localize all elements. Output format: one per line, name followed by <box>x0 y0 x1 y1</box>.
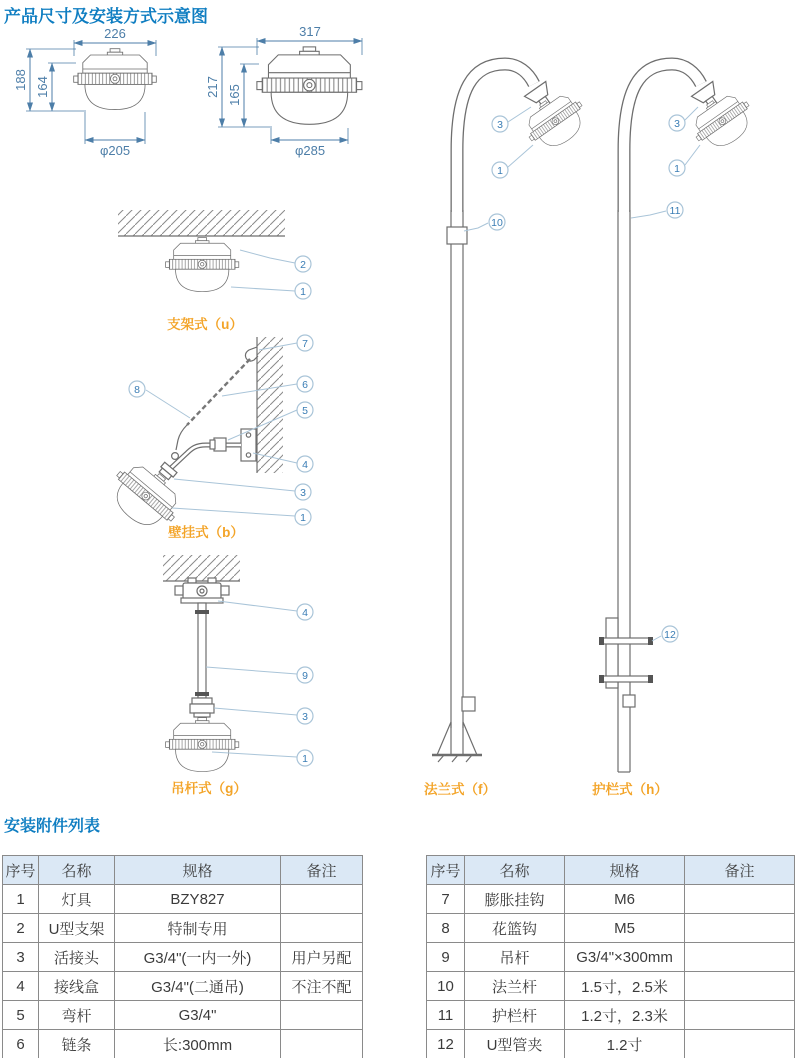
post-cap <box>623 695 635 707</box>
svg-text:1: 1 <box>302 753 308 765</box>
cell-no: 9 <box>427 943 465 972</box>
expansion-hook <box>245 347 258 361</box>
col-header-note: 备注 <box>281 856 363 885</box>
svg-text:1: 1 <box>300 512 306 524</box>
mount-label-pendant: 吊杆式（g） <box>171 781 247 796</box>
cell-spec: 1.5寸，2.5米 <box>565 972 685 1001</box>
pole-coupler <box>447 227 467 244</box>
cell-spec: 1.2寸 <box>565 1030 685 1058</box>
pendant-rod <box>198 603 206 698</box>
col-header-note: 备注 <box>685 856 795 885</box>
cell-name: 灯具 <box>39 885 115 914</box>
bracket-mount-diagram <box>118 210 311 332</box>
svg-text:3: 3 <box>300 487 306 499</box>
mount-label-bracket: 支架式（u） <box>167 317 243 332</box>
chain <box>187 359 250 425</box>
table-row <box>3 972 363 1001</box>
cell-spec: M6 <box>565 885 685 914</box>
callout-4 <box>297 604 313 620</box>
svg-text:1: 1 <box>300 286 306 298</box>
cell-no: 6 <box>3 1030 39 1058</box>
cell-no: 8 <box>427 914 465 943</box>
cell-spec: G3/4"(一内一外) <box>115 943 281 972</box>
dim-small-height-total: 188 <box>13 69 28 91</box>
callout-8 <box>129 381 145 397</box>
cell-no: 4 <box>3 972 39 1001</box>
cell-name: 吊杆 <box>465 943 565 972</box>
pendant-mount-diagram <box>163 555 313 796</box>
accessories-table-left <box>2 855 363 1058</box>
cell-name: 弯杆 <box>39 1001 115 1030</box>
svg-text:8: 8 <box>134 384 140 396</box>
callout-9 <box>297 667 313 683</box>
dimension-view-small <box>13 26 156 158</box>
cell-spec: G3/4" <box>115 1001 281 1030</box>
cell-name: 接线盒 <box>39 972 115 1001</box>
cell-name: 活接头 <box>39 943 115 972</box>
mount-label-wall: 壁挂式（b） <box>168 525 244 540</box>
callout-6 <box>297 376 313 392</box>
table-row <box>427 1030 795 1058</box>
callout-10 <box>489 214 505 230</box>
flange-pole-diagram <box>424 64 594 797</box>
dim-large-width: 317 <box>299 24 321 39</box>
mount-label-guardrail: 护栏式（h） <box>592 782 668 797</box>
table-row <box>3 885 363 914</box>
cell-note <box>685 943 795 972</box>
col-header-spec: 规格 <box>565 856 685 885</box>
cell-name: U型支架 <box>39 914 115 943</box>
svg-text:10: 10 <box>491 217 503 229</box>
ceiling-hatch <box>163 555 240 581</box>
table-row <box>3 943 363 972</box>
dim-small-height-body: 164 <box>35 76 50 98</box>
cell-name: U型管夹 <box>465 1030 565 1058</box>
cell-no: 3 <box>3 943 39 972</box>
col-header-name: 名称 <box>465 856 565 885</box>
svg-text:3: 3 <box>497 119 503 131</box>
table-row <box>3 1030 363 1058</box>
cell-name: 链条 <box>39 1030 115 1058</box>
svg-text:5: 5 <box>302 405 308 417</box>
svg-text:9: 9 <box>302 670 308 682</box>
cell-spec: 特制专用 <box>115 914 281 943</box>
guardrail-pole-diagram <box>592 64 761 797</box>
cell-no: 1 <box>3 885 39 914</box>
cell-no: 10 <box>427 972 465 1001</box>
cell-spec: 1.2寸，2.3米 <box>565 1001 685 1030</box>
callout-1 <box>669 160 685 176</box>
table-row <box>427 885 795 914</box>
cell-spec: M5 <box>565 914 685 943</box>
cell-no: 7 <box>427 885 465 914</box>
cell-note <box>685 914 795 943</box>
wall-mount-diagram <box>102 335 313 540</box>
cell-name: 花篮钩 <box>465 914 565 943</box>
cell-name: 法兰杆 <box>465 972 565 1001</box>
wall-hatch <box>257 337 283 473</box>
cell-name: 膨胀挂钩 <box>465 885 565 914</box>
cell-note <box>281 914 363 943</box>
callout-12 <box>662 626 678 642</box>
u-pipe-clamp <box>599 637 653 645</box>
svg-text:4: 4 <box>302 459 308 471</box>
table-row <box>427 914 795 943</box>
svg-text:11: 11 <box>669 205 681 217</box>
accessories-table-right <box>426 855 795 1058</box>
dim-small-diameter: φ205 <box>99 143 131 158</box>
callout-1 <box>295 283 311 299</box>
cell-spec: G3/4"(二通吊) <box>115 972 281 1001</box>
svg-text:6: 6 <box>302 379 308 391</box>
cell-no: 5 <box>3 1001 39 1030</box>
callout-11 <box>667 202 683 218</box>
svg-text:4: 4 <box>302 607 308 619</box>
cell-spec: 长:300mm <box>115 1030 281 1058</box>
cell-note <box>281 1001 363 1030</box>
svg-text:2: 2 <box>300 259 306 271</box>
dim-large-height-body: 165 <box>227 84 242 106</box>
cell-spec: BZY827 <box>115 885 281 914</box>
svg-text:3: 3 <box>674 118 680 130</box>
table-row <box>427 1001 795 1030</box>
callout-7 <box>297 335 313 351</box>
callout-4 <box>297 456 313 472</box>
pendant-union <box>190 704 214 713</box>
svg-text:1: 1 <box>674 163 680 175</box>
mount-label-flange: 法兰式（f） <box>424 782 496 797</box>
cell-name: 护栏杆 <box>465 1001 565 1030</box>
cell-note <box>281 1030 363 1058</box>
arm-union <box>214 438 226 451</box>
cell-note <box>685 1001 795 1030</box>
col-header-name: 名称 <box>39 856 115 885</box>
cell-spec: G3/4"×300mm <box>565 943 685 972</box>
callout-5 <box>297 402 313 418</box>
cell-no: 2 <box>3 914 39 943</box>
cell-note: 不注不配 <box>281 972 363 1001</box>
turnbuckle-hook <box>176 425 187 450</box>
cell-note <box>685 885 795 914</box>
cell-note: 用户另配 <box>281 943 363 972</box>
cell-note <box>281 885 363 914</box>
cell-no: 11 <box>427 1001 465 1030</box>
col-header-no: 序号 <box>427 856 465 885</box>
callout-3 <box>297 708 313 724</box>
col-header-no: 序号 <box>3 856 39 885</box>
flange-base <box>432 722 482 762</box>
callout-3 <box>295 484 311 500</box>
dim-large-height-total: 217 <box>205 76 220 98</box>
cell-note <box>685 972 795 1001</box>
page-title: 产品尺寸及安装方式示意图 <box>4 7 208 26</box>
callout-1 <box>492 162 508 178</box>
header-row <box>427 856 795 885</box>
table-row <box>427 943 795 972</box>
cell-note <box>685 1030 795 1058</box>
dim-small-width: 226 <box>104 26 126 41</box>
header-row <box>3 856 363 885</box>
pole-door <box>462 697 475 711</box>
svg-text:12: 12 <box>664 629 676 641</box>
accessories-title: 安装附件列表 <box>4 818 101 835</box>
u-pipe-clamp <box>599 675 653 683</box>
svg-text:3: 3 <box>302 711 308 723</box>
ceiling-hatch <box>118 210 285 236</box>
table-row <box>3 1001 363 1030</box>
col-header-spec: 规格 <box>115 856 281 885</box>
svg-text:7: 7 <box>302 338 308 350</box>
dim-large-diameter: φ285 <box>294 143 326 158</box>
callout-3 <box>492 116 508 132</box>
callout-2 <box>295 256 311 272</box>
svg-text:1: 1 <box>497 165 503 177</box>
callout-1 <box>295 509 311 525</box>
callout-3 <box>669 115 685 131</box>
table-row <box>3 914 363 943</box>
dimension-view-large <box>205 24 362 158</box>
cell-no: 12 <box>427 1030 465 1058</box>
table-row <box>427 972 795 1001</box>
callout-1 <box>297 750 313 766</box>
